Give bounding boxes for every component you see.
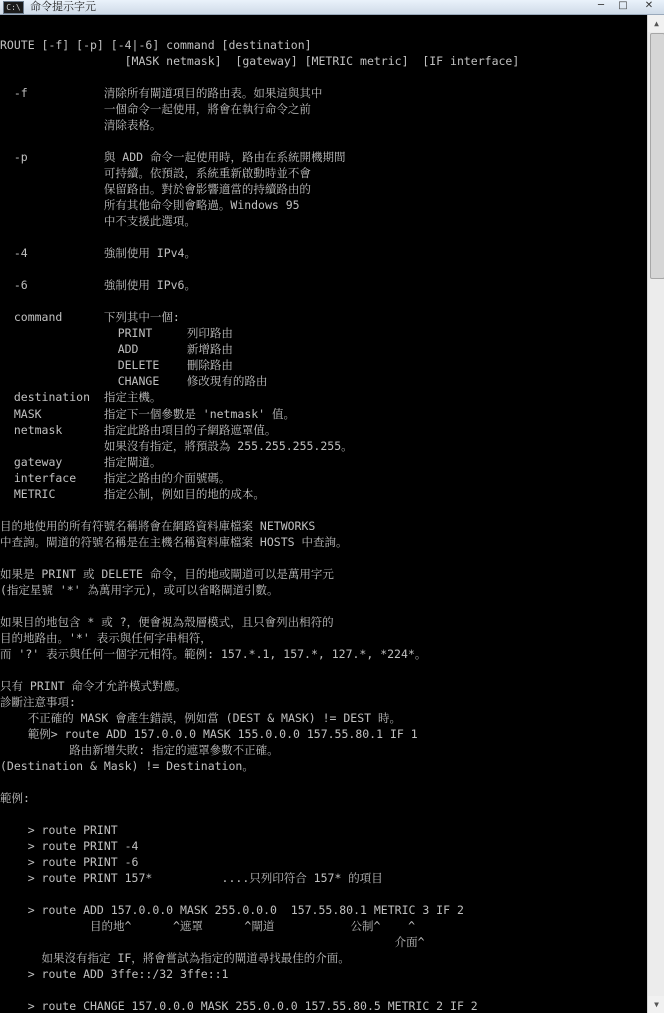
console-line: > route PRINT (0, 823, 118, 837)
console-line: MASK 指定下一個參數是 'netmask' 值。 (0, 406, 296, 421)
console-line: 介面^ (0, 935, 425, 950)
console-line: destination 指定主機。 (0, 390, 162, 405)
console-line: > route PRINT -4 (0, 839, 139, 853)
scroll-up-arrow-icon: ▲ (654, 19, 659, 28)
console-line: interface 指定之路由的介面號碼。 (0, 470, 231, 485)
console-line: METRIC 指定公制，例如目的地的成本。 (0, 486, 265, 501)
console-line: 中查詢。閘道的符號名稱是在主機名稱資料庫檔案 HOSTS 中查詢。 (0, 534, 348, 549)
console-line: command 下列其中一個: (0, 310, 180, 325)
scroll-down-arrow-icon: ▼ (654, 1000, 659, 1009)
console-line: 不正確的 MASK 會產生錯誤，例如當 (DEST & MASK) != DEST 時。 (0, 710, 401, 725)
console-line: > route ADD 157.0.0.0 MASK 255.0.0.0 157.55.80.1 METRIC 3 IF 2 (0, 903, 464, 918)
window-title: 命令提示字元 (30, 0, 96, 13)
console-line: (Destination & Mask) != Destination。 (0, 758, 254, 773)
console-line: -p 與 ADD 命令一起使用時，路由在系統開機期間 (0, 150, 346, 165)
console-line: 保留路由。對於會影響適當的持續路由的 (0, 182, 311, 197)
console-line: 如果目的地包含 * 或 ?，便會視為殼層模式，且只會列出相符的 (0, 614, 334, 629)
console-line: 目的地路由。'*' 表示與任何字串相符， (0, 630, 212, 645)
close-icon: ✕ (644, 0, 654, 11)
console-line: PRINT 列印路由 (0, 326, 233, 341)
minimize-icon: ─ (597, 0, 605, 11)
console-line: DELETE 刪除路由 (0, 358, 233, 373)
console-line: netmask 指定此路由項目的子網路遮罩值。 (0, 422, 277, 437)
console-line: ROUTE [-f] [-p] [-4|-6] command [destination] (0, 38, 312, 52)
console-line: -4 強制使用 IPv4。 (0, 246, 196, 261)
console-line: ADD 新增路由 (0, 342, 233, 357)
console-line: 路由新增失敗: 指定的遮罩參數不正確。 (0, 742, 279, 757)
console-line: 一個命令一起使用，將會在執行命令之前 (0, 102, 311, 117)
console-line: 範例> route ADD 157.0.0.0 MASK 155.0.0.0 157.55.80.1 IF 1 (0, 726, 418, 741)
console-line: CHANGE 修改現有的路由 (0, 374, 268, 389)
console-line: 可持續。依預設，系統重新啟動時並不會 (0, 166, 311, 181)
console-line: 中不支援此選項。 (0, 214, 196, 229)
console-line: 如果沒有指定，將預設為 255.255.255.255。 (0, 438, 353, 453)
console-line: > route CHANGE 157.0.0.0 MASK 255.0.0.0 157.55.80.5 METRIC 2 IF 2 (0, 999, 478, 1013)
minimize-button[interactable] (590, 0, 612, 13)
console-line: > route PRINT -6 (0, 855, 139, 869)
title-bar[interactable] (0, 0, 664, 15)
command-prompt-icon[interactable]: C:\ (3, 1, 24, 14)
maximize-button[interactable] (612, 0, 634, 13)
scroll-up-button[interactable] (648, 15, 664, 32)
console-line: 診斷注意事項: (0, 694, 76, 709)
scroll-thumb[interactable] (650, 33, 664, 279)
vertical-scrollbar[interactable] (647, 15, 664, 1013)
console-line: 所有其他命令則會略過。Windows 95 (0, 198, 300, 213)
console-line: 目的地使用的所有符號名稱將會在網路資料庫檔案 NETWORKS (0, 518, 316, 533)
scroll-down-button[interactable] (648, 996, 664, 1013)
console-output[interactable] (0, 15, 647, 1013)
console-line: 清除表格。 (0, 118, 162, 133)
console-line: 目的地^ ^遮罩 ^閘道 公制^ ^ (0, 919, 416, 934)
console-line: (指定星號 '*' 為萬用字元)，或可以省略閘道引數。 (0, 582, 279, 597)
console-line: -6 強制使用 IPv6。 (0, 278, 196, 293)
console-line: 如果是 PRINT 或 DELETE 命令，目的地或閘道可以是萬用字元 (0, 566, 334, 581)
console-line: [MASK netmask] [gateway] [METRIC metric] [IF interface] (0, 54, 520, 68)
console-line: > route PRINT 157* ....只列印符合 157* 的項目 (0, 871, 383, 885)
console-line: 只有 PRINT 命令才允許模式對應。 (0, 678, 187, 693)
maximize-icon: □ (618, 0, 628, 11)
console-line: gateway 指定閘道。 (0, 454, 162, 469)
console-line: -f 清除所有閘道項目的路由表。如果這與其中 (0, 86, 323, 101)
console-line: 而 '?' 表示與任何一個字元相符。範例: 157.*.1, 157.*, 127.*, *224*。 (0, 646, 427, 661)
console-line: 如果沒有指定 IF，將會嘗試為指定的閘道尋找最佳的介面。 (0, 951, 350, 966)
console-line: > route ADD 3ffe::/32 3ffe::1 (0, 967, 229, 982)
close-button[interactable] (634, 0, 664, 13)
console-line: 範例: (0, 790, 30, 805)
